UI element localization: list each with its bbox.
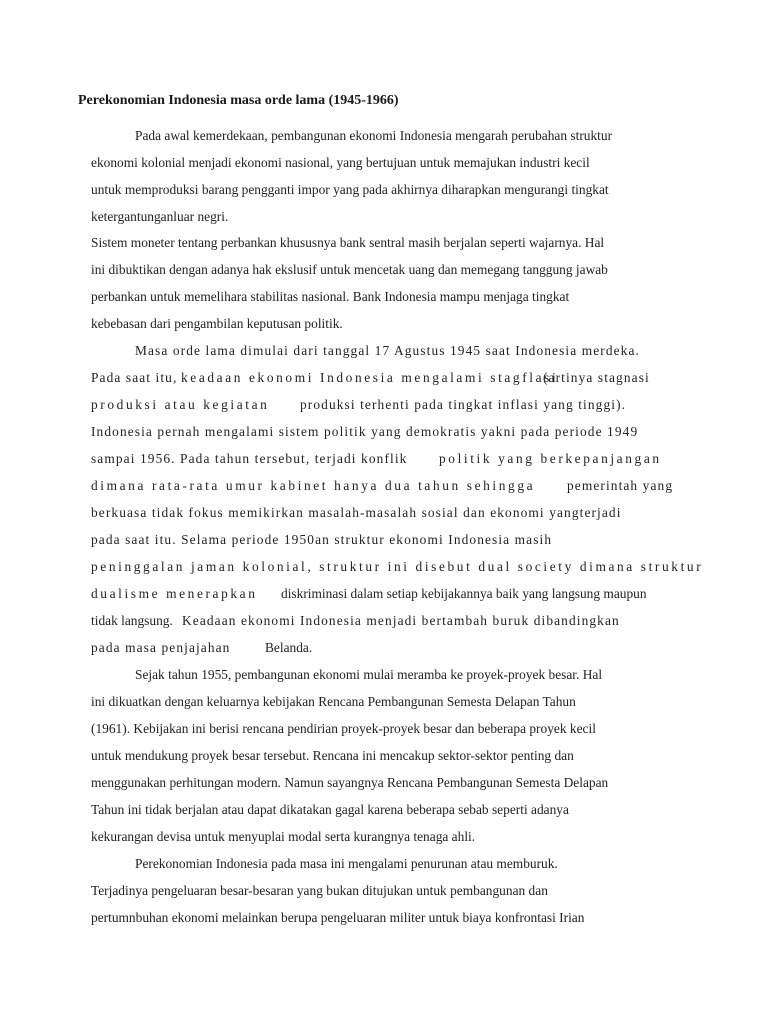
text-line: ekonomi kolonial menjadi ekonomi nasional, yang bertujuan untuk memajukan industri kecil xyxy=(91,155,590,170)
text-line: kebebasan dari pengambilan keputusan politik. xyxy=(91,316,343,331)
text-line: sampai 1956. Pada tahun tersebut, terjadi konflik xyxy=(91,451,408,466)
text-line: perbankan untuk memelihara stabilitas nasional. Bank Indonesia mampu menjaga tingkat xyxy=(91,289,570,304)
text-line: keadaan ekonomi Indonesia mengalami stagflasi xyxy=(181,370,559,385)
text-line: Pada awal kemerdekaan, pembangunan ekonomi Indonesia mengarah perubahan struktur xyxy=(135,128,613,143)
text-line: Terjadinya pengeluaran besar-besaran yang bukan ditujukan untuk pembangunan dan xyxy=(91,883,548,898)
text-line: peninggalan jaman kolonial, struktur ini disebut dual society dimana struktur xyxy=(91,559,704,574)
text-line: Indonesia pernah mengalami sistem politik yang demokratis yakni pada periode 1949 xyxy=(91,424,639,439)
text-line: Belanda. xyxy=(265,640,313,655)
text-line: pertumnbuhan ekonomi melainkan berupa pengeluaran militer untuk biaya konfrontasi Irian xyxy=(91,910,585,925)
text-line: menggunakan perhitungan modern. Namun sayangnya Rencana Pembangunan Semesta Delapan xyxy=(91,775,609,790)
text-line: diskriminasi dalam setiap kebijakannya baik yang langsung maupun xyxy=(281,586,647,601)
text-line: pemerintah yang xyxy=(567,478,674,493)
text-line: produksi atau kegiatan xyxy=(91,397,270,412)
text-line: Perekonomian Indonesia pada masa ini mengalami penurunan atau memburuk. xyxy=(135,856,558,871)
text-line: politik yang berkepanjangan xyxy=(439,451,662,466)
text-line: pada saat itu. Selama periode 1950an struktur ekonomi Indonesia masih xyxy=(91,532,553,547)
text-line: (1961). Kebijakan ini berisi rencana pendirian proyek-proyek besar dan beberapa proyek kecil xyxy=(91,721,596,736)
text-line: Sistem moneter tentang perbankan khususnya bank sentral masih berjalan seperti wajarnya. Hal xyxy=(91,235,605,250)
text-line: Pada saat itu, xyxy=(91,370,178,385)
text-line: ini dibuktikan dengan adanya hak ekslusif untuk mencetak uang dan memegang tanggung jawab xyxy=(91,262,608,277)
text-line: berkuasa tidak fokus memikirkan masalah-masalah sosial dan ekonomi yangterjadi xyxy=(91,505,622,520)
text-line: kekurangan devisa untuk menyuplai modal serta kurangnya tenaga ahli. xyxy=(91,829,476,844)
text-line: untuk mendukung proyek besar tersebut. Rencana ini mencakup sektor-sektor penting dan xyxy=(91,748,574,763)
document-title: Perekonomian Indonesia masa orde lama (1945-1966) xyxy=(78,93,399,108)
text-line: (artinya stagnasi xyxy=(543,370,650,385)
text-line: ketergantunganluar negri. xyxy=(91,209,229,224)
text-line: Tahun ini tidak berjalan atau dapat dikatakan gagal karena beberapa sebab seperti adanya xyxy=(91,802,569,817)
text-line: ini dikuatkan dengan keluarnya kebijakan Rencana Pembangunan Semesta Delapan Tahun xyxy=(91,694,576,709)
text-line: tidak langsung. xyxy=(91,613,173,628)
text-line: pada masa penjajahan xyxy=(91,640,231,655)
text-line: produksi terhenti pada tingkat inflasi yang tinggi). xyxy=(300,397,627,412)
text-line: dimana rata-rata umur kabinet hanya dua tahun sehingga xyxy=(91,478,536,493)
text-line: Keadaan ekonomi Indonesia menjadi bertambah buruk dibandingkan xyxy=(182,613,620,628)
text-line: Masa orde lama dimulai dari tanggal 17 Agustus 1945 saat Indonesia merdeka. xyxy=(135,343,640,358)
text-line: Sejak tahun 1955, pembangunan ekonomi mulai meramba ke proyek-proyek besar. Hal xyxy=(135,667,603,682)
text-line: dualisme menerapkan xyxy=(91,586,258,601)
text-line: untuk memproduksi barang pengganti impor yang pada akhirnya diharapkan mengurangi tingkat xyxy=(91,182,609,197)
